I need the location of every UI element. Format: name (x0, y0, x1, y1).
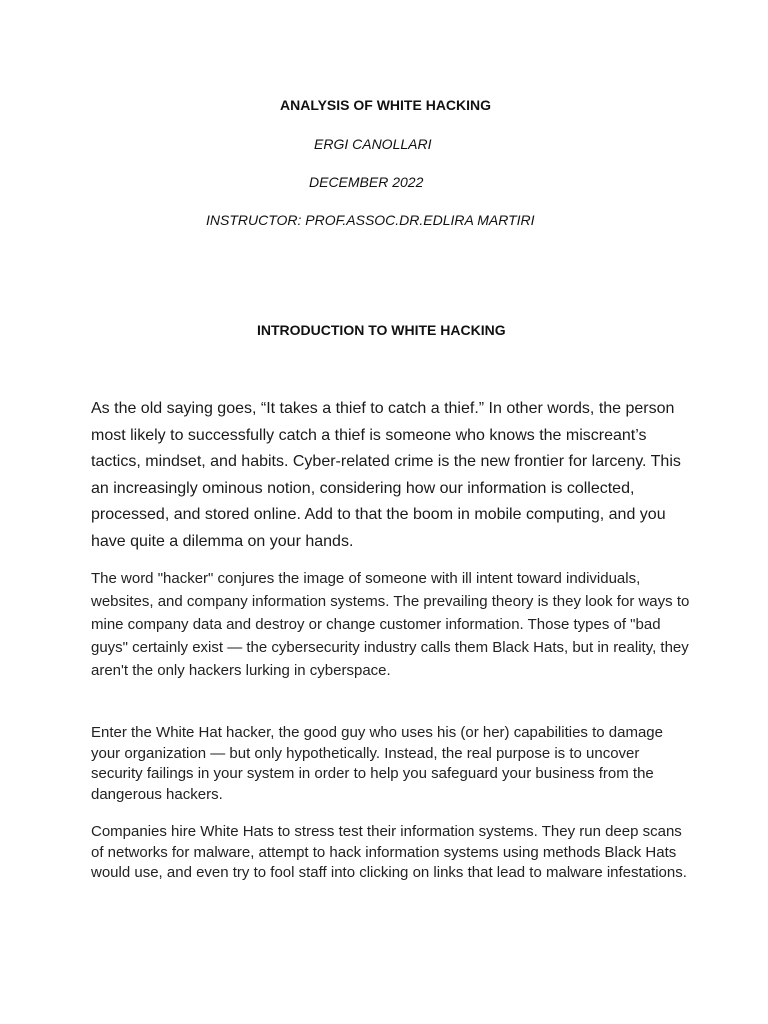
paragraph-intro: As the old saying goes, “It takes a thief to catch a thief.” In other words, the person most likely to successfully catch a thief is someone who knows the miscreant’s tactics, mindset, and habits. Cyber-related crime is the new frontier for larceny. This an increasingly ominous notion, considering how our information is collected, processed, and stored online. Add to that the boom in mobile computing, and you have quite a dilemma on your hands. (91, 400, 681, 550)
paragraph-hacker-image: The word "hacker" conjures the image of someone with ill intent toward individuals, websites, and company information systems. The prevailing theory is they look for ways to mine company data and destroy or change customer information. Those types of "bad guys" certainly exist — the cybersecurity industry calls them Black Hats, but in reality, they aren't the only hackers lurking in cyberspace. (91, 570, 690, 679)
paragraph-companies-hire: Companies hire White Hats to stress test their information systems. They run deep scans of networks for malware, attempt to hack information systems using methods Black Hats would use, and even try to fool staff into clicking on links that lead to malware infestations. (91, 823, 687, 881)
document-title: ANALYSIS OF WHITE HACKING (280, 97, 492, 113)
document-author: ERGI CANOLLARI (314, 136, 432, 152)
document-instructor: INSTRUCTOR: PROF.ASSOC.DR.EDLIRA MARTIRI (206, 212, 535, 228)
document-date: DECEMBER 2022 (309, 174, 424, 190)
paragraph-white-hat: Enter the White Hat hacker, the good guy who uses his (or her) capabilities to damage your organization — but only hypothetically. Instead, the real purpose is to uncover security failings in your system in order to help you safeguard your business from the dangerous hackers. (91, 724, 663, 803)
section-heading: INTRODUCTION TO WHITE HACKING (257, 322, 506, 338)
